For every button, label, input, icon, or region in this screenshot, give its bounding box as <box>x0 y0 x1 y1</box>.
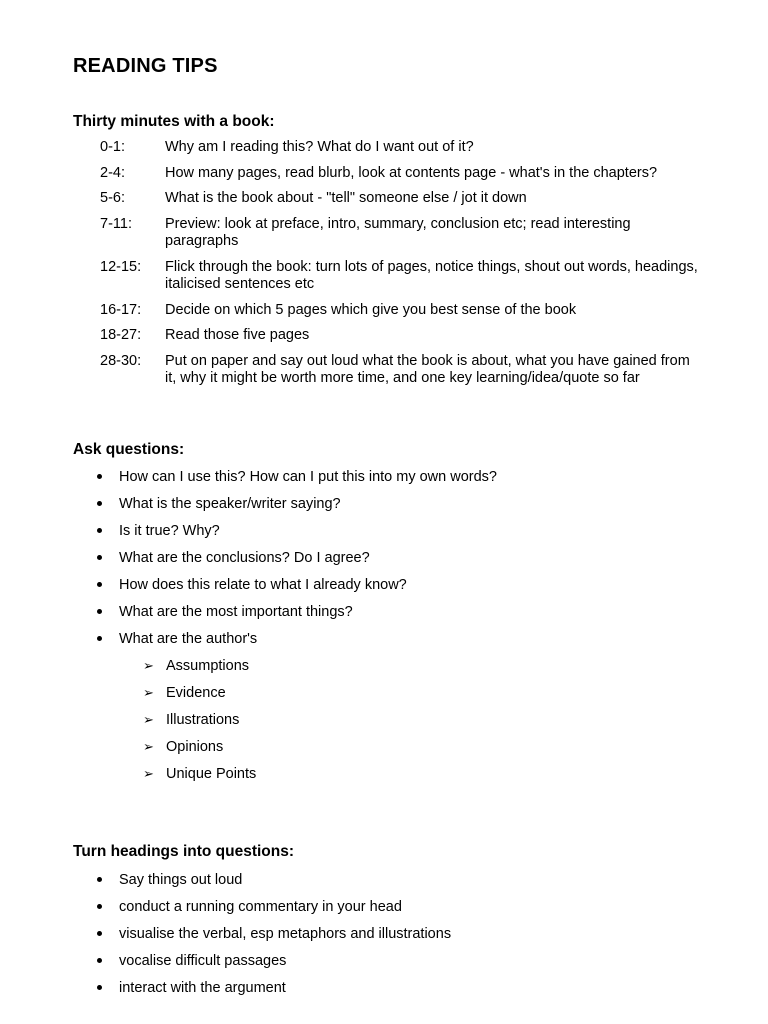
arrow-right-icon: ➢ <box>143 712 154 727</box>
bullet-dot-icon <box>97 582 102 587</box>
page-title: READING TIPS <box>73 55 218 77</box>
arrow-right-icon: ➢ <box>143 766 154 781</box>
ask-questions-list <box>97 468 697 657</box>
schedule-time: 16-17: <box>100 301 142 318</box>
schedule-time: 0-1: <box>100 139 125 155</box>
sub-list-item-text: Illustrations <box>166 712 240 728</box>
list-item <box>97 576 697 603</box>
bullet-dot-icon <box>97 609 102 614</box>
arrow-right-icon: ➢ <box>143 739 154 754</box>
bullet-dot-icon <box>97 985 102 990</box>
list-item <box>97 603 697 630</box>
schedule-row <box>100 190 700 208</box>
bullet-dot-icon <box>97 636 102 641</box>
schedule-row <box>100 216 700 251</box>
sub-list-item-text: Assumptions <box>166 658 250 674</box>
schedule-row <box>100 139 700 157</box>
list-item-text: visualise the verbal, esp metaphors and illustrations <box>119 926 452 942</box>
bullet-dot-icon <box>97 474 102 479</box>
list-item <box>97 630 697 657</box>
list-item <box>97 952 697 979</box>
schedule-row <box>100 327 700 345</box>
list-item-text: What are the most important things? <box>119 604 353 620</box>
list-item-text: What is the speaker/writer saying? <box>119 496 341 512</box>
list-item-text: What are the author's <box>119 631 258 647</box>
list-item <box>97 468 697 495</box>
schedule-text: How many pages, read blurb, look at contents page - what's in the chapters? <box>165 164 658 181</box>
schedule-row <box>100 353 700 388</box>
list-item <box>97 495 697 522</box>
list-item <box>97 549 697 576</box>
schedule-row <box>100 165 700 183</box>
sub-list-item-text: Evidence <box>166 685 226 701</box>
schedule-row <box>100 302 700 320</box>
list-item-text: How does this relate to what I already know? <box>119 577 407 593</box>
reading-schedule <box>100 139 700 396</box>
schedule-time: 5-6: <box>100 190 125 206</box>
bullet-dot-icon <box>97 877 102 882</box>
schedule-time: 18-27: <box>100 327 142 343</box>
arrow-right-icon: ➢ <box>143 685 154 700</box>
list-item-text: interact with the argument <box>119 980 286 996</box>
schedule-text: Why am I reading this? What do I want out of it? <box>165 139 474 155</box>
schedule-time: 2-4: <box>100 164 125 181</box>
bullet-dot-icon <box>97 904 102 909</box>
schedule-time: 7-11: <box>100 215 132 232</box>
turn-headings-list <box>97 871 697 1006</box>
bullet-dot-icon <box>97 958 102 963</box>
bullet-dot-icon <box>97 931 102 936</box>
list-item-text: conduct a running commentary in your head <box>119 899 402 915</box>
schedule-row <box>100 259 700 294</box>
section-heading-thirty-minutes: Thirty minutes with a book: <box>73 113 275 130</box>
list-item <box>97 925 697 952</box>
list-item <box>97 871 697 898</box>
schedule-time: 28-30: <box>100 352 142 369</box>
list-item-text: vocalise difficult passages <box>119 953 287 969</box>
bullet-dot-icon <box>97 555 102 560</box>
sub-list-item-text: Opinions <box>166 739 224 755</box>
list-item-text: Say things out loud <box>119 872 243 888</box>
list-item <box>97 522 697 549</box>
schedule-time: 12-15: <box>100 258 142 275</box>
schedule-text: What is the book about - "tell" someone else / jot it down <box>165 190 527 206</box>
list-item <box>97 898 697 925</box>
list-item-text: What are the conclusions? Do I agree? <box>119 550 370 566</box>
list-item-text: Is it true? Why? <box>119 523 220 539</box>
section-heading-ask-questions: Ask questions: <box>73 441 185 458</box>
bullet-dot-icon <box>97 501 102 506</box>
list-item <box>97 979 697 1006</box>
schedule-text: Put on paper and say out loud what the book is about, what you have gained from it, why it might be worth more time, and one key learning/idea/quote so far <box>165 352 690 386</box>
bullet-dot-icon <box>97 528 102 533</box>
schedule-text: Preview: look at preface, intro, summary, conclusion etc; read interesting paragraphs <box>165 215 631 249</box>
arrow-right-icon: ➢ <box>143 658 154 673</box>
schedule-text: Decide on which 5 pages which give you best sense of the book <box>165 301 577 318</box>
section-heading-turn-headings: Turn headings into questions: <box>73 843 295 860</box>
schedule-text: Read those five pages <box>165 327 310 343</box>
schedule-text: Flick through the book: turn lots of pages, notice things, shout out words, headings, italicised sentences etc <box>165 258 698 292</box>
sub-list-item-text: Unique Points <box>166 766 257 782</box>
list-item-text: How can I use this? How can I put this into my own words? <box>119 469 497 485</box>
